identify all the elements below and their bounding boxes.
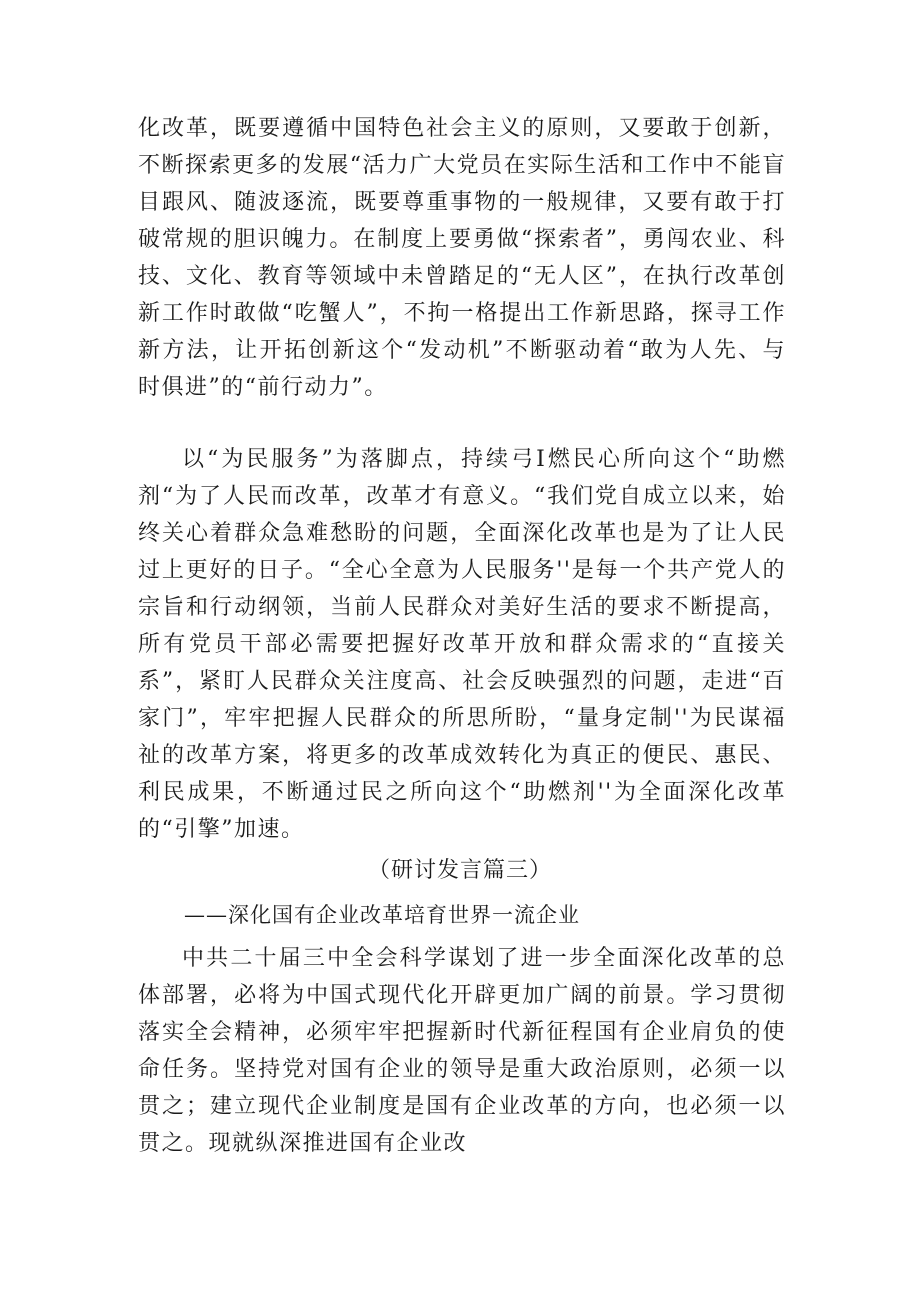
body-paragraph-2: 以“为民服务”为落脚点，持续弓I燃民心所向这个“助燃剂“为了人民而改革，改革才有意义。“我们党自成立以来，始终关心着群众急难愁盼的问题，全面深化改革也是为了让人民过上更好的日子。“全心全意为人民服务''是每一个共产党人的宗旨和行动纲领，当前人民群众对美好生活的要求不断提高，所有党员干部必需要把握好改革开放和群众需求的“直接关系”，紧盯人民群众关注度高、社会反映强烈的问题，走进“百家门”，牢牢把握人民群众的所思所盼，“量身定制''为民谋福祉的改革方案，将更多的改革成效转化为真正的便民、惠民、利民成果，不断通过民之所向这个“助燃剂''为全面深化改革的“引擎”加速。 <box>138 447 786 842</box>
section-heading: （研讨发言篇三） <box>367 858 552 883</box>
body-paragraph-1: 化改革，既要遵循中国特色社会主义的原则，又要敢于创新，不断探索更多的发展“活力广大党员在实际生活和工作中不能盲目跟风、随波逐流，既要尊重事物的一般规律，又要有敢于打破常规的胆识魄力。在制度上要勇做“探索者”，勇闯农业、科技、文化、教育等领域中未曾踏足的“无人区”，在执行改革创新工作时敢做“吃蟹人”，不拘一格提出工作新思路，探寻工作新方法，让开拓创新这个“发动机”不断驱动着“敢为人先、与时俱进”的“前行动力”。 <box>138 116 786 400</box>
section-subtitle: ——深化国有企业改革培育世界一流企业 <box>184 903 580 927</box>
body-paragraph-3: 中共二十届三中全会科学谋划了进一步全面深化改革的总体部署，必将为中国式现代化开辟更加广阔的前景。学习贯彻落实全会精神，必须牢牢把握新时代新征程国有企业肩负的使命任务。坚持党对国有企业的领导是重大政治原则，必须一以贯之；建立现代企业制度是国有企业改革的方向，也必须一以贯之。现就纵深推进国有企业改 <box>138 946 786 1156</box>
